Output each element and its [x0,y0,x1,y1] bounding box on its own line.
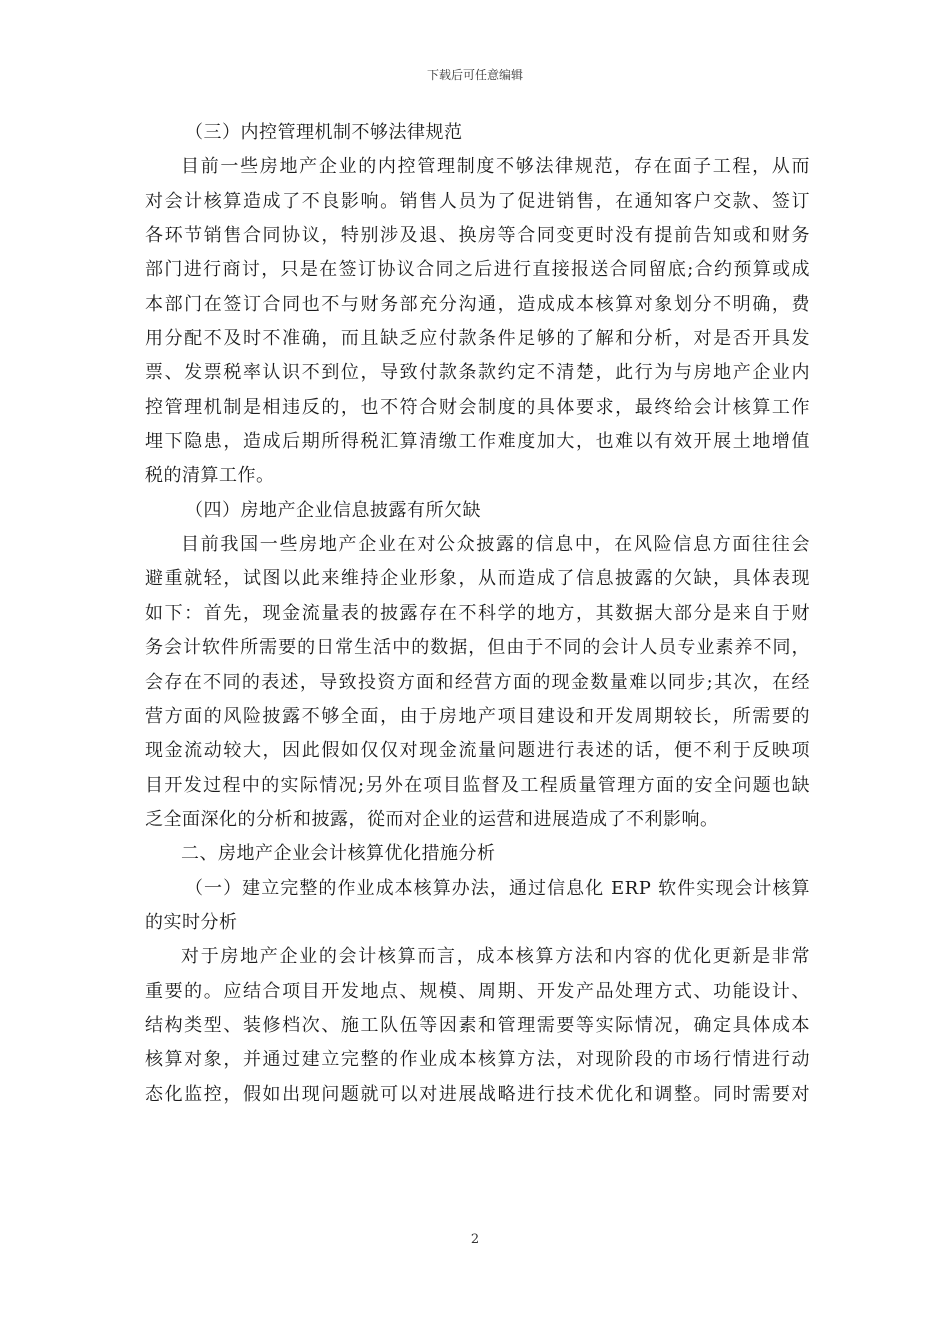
text-line-p2-l2: 避重就轻，试图以此来维持企业形象，从而造成了信息披露的欠缺，具体表现 [145,568,810,590]
document-body [145,116,810,1112]
text-line-p3-l2: 重要的。应结合项目开发地点、规模、周期、开发产品处理方式、功能设计、 [145,980,810,1002]
text-line-p2-l5: 会存在不同的表述，导致投资方面和经营方面的现金数量难以同步;其次，在经 [145,671,810,693]
text-line-p3-l3: 结构类型、装修档次、施工队伍等因素和管理需要等实际情况，确定具体成本 [145,1014,810,1036]
text-line-p1-l6: 用分配不及时不准确，而且缺乏应付款条件足够的了解和分析，对是否开具发 [145,328,810,350]
text-line-p2-l3: 如下：首先，现金流量表的披露存在不科学的地方，其数据大部分是来自于财 [145,602,810,624]
text-line-p1-l3: 各环节销售合同协议，特别涉及退、换房等合同变更时没有提前告知或和财务 [145,225,810,247]
text-line-p1-l4: 部门进行商讨，只是在签订协议合同之后进行直接报送合同留底;合约预算或成 [145,259,810,281]
text-line-p2-l4: 务会计软件所需要的日常生活中的数据，但由于不同的会计人员专业素养不同， [145,637,810,659]
text-line-p1-l2: 对会计核算造成了不良影响。销售人员为了促进销售，在通知客户交款、签订 [145,190,810,212]
page-header: 下载后可任意编辑 [426,68,523,82]
text-line-p2-l7: 现金流动较大，因此假如仅仅对现金流量问题进行表述的话，便不利于反映项 [145,740,810,762]
text-line-p3-l1: 对于房地产企业的会计核算而言，成本核算方法和内容的优化更新是非常 [181,946,810,968]
text-line-p3-l5: 态化监控，假如出现问题就可以对进展战略进行技术优化和调整。同时需要对 [145,1083,810,1105]
text-line-p1-l8: 控管理机制是相违反的，也不符合财会制度的具体要求，最终给会计核算工作 [145,396,810,418]
text-line-heading-1a: （一）建立完整的作业成本核算办法，通过信息化 ERP 软件实现会计核算 [185,877,810,899]
text-line-p2-l8: 目开发过程中的实际情况;另外在项目监督及工程质量管理方面的安全问题也缺 [145,774,810,796]
text-line-p2-l6: 营方面的风险披露不够全面，由于房地产项目建设和开发周期较长，所需要的 [145,705,810,727]
text-line-p2-l9: 乏全面深化的分析和披露，從而对企业的运营和进展造成了不利影响。 [145,808,719,830]
text-line-p1-l10: 税的清算工作。 [145,465,275,487]
text-line-p1-l7: 票、发票税率认识不到位，导致付款条款约定不清楚，此行为与房地产企业内 [145,362,810,384]
text-line-p1-l9: 埋下隐患，造成后期所得税汇算清缴工作难度加大，也难以有效开展土地增值 [145,431,810,453]
text-line-heading-1b: 的实时分析 [145,911,238,933]
text-line-p1-l5: 本部门在签订合同也不与财务部充分沟通，造成成本核算对象划分不明确，费 [145,293,810,315]
text-line-heading-4: （四）房地产企业信息披露有所欠缺 [185,499,481,521]
text-line-p1-l1: 目前一些房地产企业的内控管理制度不够法律规范，存在面子工程，从而 [181,156,810,178]
text-line-p2-l1: 目前我国一些房地产企业在对公众披露的信息中，在风险信息方面往往会 [181,534,810,556]
page-number: 2 [470,1232,480,1247]
text-line-p3-l4: 核算对象，并通过建立完整的作业成本核算方法，对现阶段的市场行情进行动 [145,1049,810,1071]
text-line-section-2: 二、房地产企业会计核算优化措施分析 [181,843,496,865]
text-line-heading-3: （三）内控管理机制不够法律规范 [185,122,463,143]
